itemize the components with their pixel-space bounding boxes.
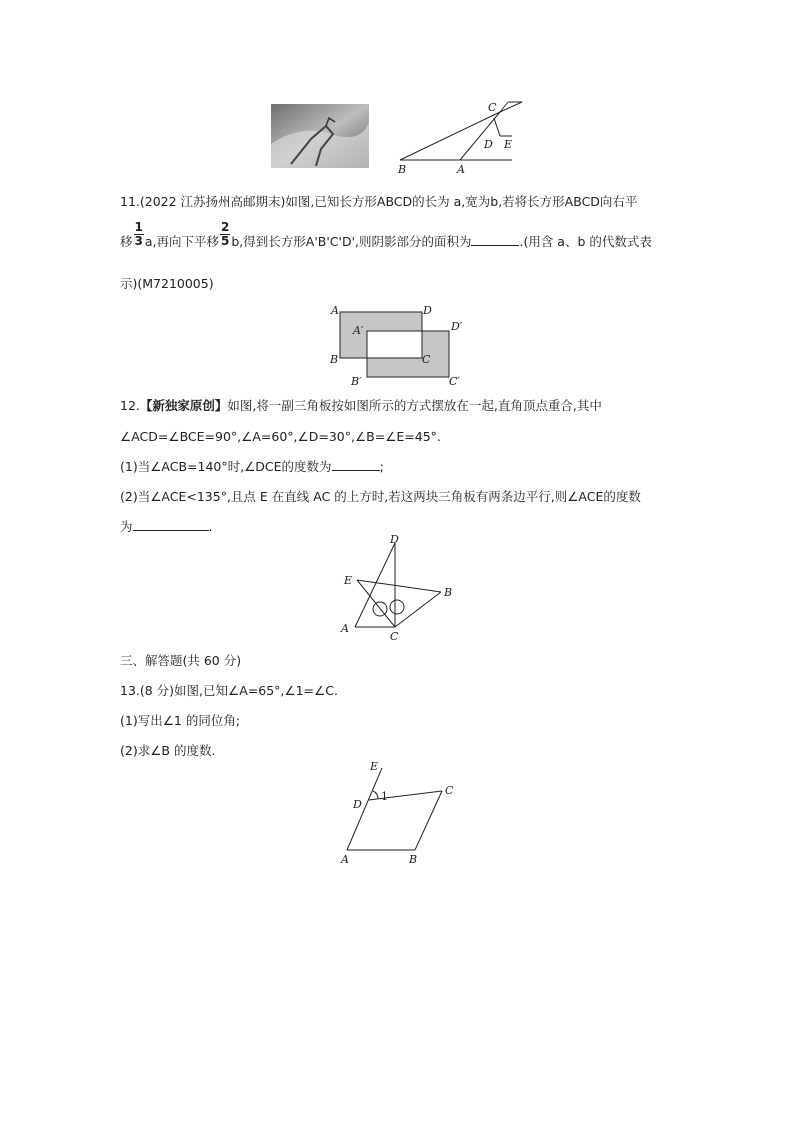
q12-answer-blank-2[interactable] <box>133 518 209 531</box>
q13-text-part1: (1)写出∠1 的同位角; <box>120 713 241 728</box>
q13-line1 <box>120 682 338 700</box>
q11-line1 <box>120 193 637 211</box>
label-C: C <box>488 101 497 114</box>
fraction-two-fifths: $\frac{2}{5}$ <box>221 220 230 248</box>
q12-answer-blank-1[interactable] <box>332 458 380 471</box>
label-B: B <box>398 163 407 176</box>
q11-text-line3: 示)(M7210005) <box>120 276 214 291</box>
label-B-prime: B′ <box>351 375 362 388</box>
label-D: D <box>423 304 432 317</box>
label-E: E <box>504 138 513 151</box>
q11-text-down: a,再向下平移 <box>144 234 220 249</box>
label-A: A <box>341 622 349 635</box>
label-C: C <box>422 353 431 366</box>
q11-text-line1: 11.(2022 江苏扬州高邮期末)如图,已知长方形ABCD的长为 a,宽为b,若将长方形ABCD向右平 <box>120 194 638 209</box>
figure-q11-rectangles <box>325 300 470 392</box>
label-D: D <box>353 798 362 811</box>
section-3-title <box>120 652 241 670</box>
label-C-prime: C′ <box>449 375 460 388</box>
label-E: E <box>370 760 379 773</box>
q12-number: 12. <box>120 398 140 413</box>
q13-text-line1: 13.(8 分)如图,已知∠A=65°,∠1=∠C. <box>120 683 338 698</box>
figure-top-geometry <box>390 96 525 178</box>
q12-line4 <box>120 488 641 506</box>
label-D: D <box>484 138 493 151</box>
label-B: B <box>444 586 453 599</box>
q12-text-line2: ∠ACD=∠BCE=90°,∠A=60°,∠D=30°,∠B=∠E=45°. <box>120 429 441 444</box>
q11-text-tail: .(用含 a、b 的代数式表 <box>519 234 652 249</box>
label-B: B <box>409 853 418 866</box>
mantis-photo <box>271 104 369 168</box>
q11-text-move: 移 <box>120 234 133 249</box>
q11-text-area: b,得到长方形A'B'C'D',则阴影部分的面积为 <box>231 234 472 249</box>
q13-text-part2: (2)求∠B 的度数. <box>120 743 216 758</box>
q12-text-part1-end: ; <box>379 459 384 474</box>
label-C: C <box>390 630 399 643</box>
q12-line5 <box>120 518 213 536</box>
label-C: C <box>445 784 454 797</box>
label-D-prime: D′ <box>451 320 463 333</box>
label-B: B <box>330 353 339 366</box>
label-E: E <box>344 574 353 587</box>
q13-line3 <box>120 742 215 760</box>
figure-q12-triangles <box>335 533 460 645</box>
figure-q13-quadrilateral <box>335 758 465 868</box>
q12-line2 <box>120 428 441 446</box>
section-3-title-text: 三、解答题(共 60 分) <box>120 653 242 668</box>
label-A: A <box>457 163 465 176</box>
q11-line2 <box>120 220 652 251</box>
q12-text-part2: (2)当∠ACE<135°,且点 E 在直线 AC 的上方时,若这两块三角板有两条边平行,则∠ACE的度数 <box>120 489 641 504</box>
fraction-one-third: $\frac{1}{3}$ <box>134 220 143 248</box>
label-D: D <box>390 533 399 546</box>
q12-text-part2-pre: 为 <box>120 519 133 534</box>
q11-line3 <box>120 275 214 293</box>
label-A-prime: A′ <box>353 324 364 337</box>
q12-line3 <box>120 458 384 476</box>
q12-tag: 【新独家原创】 <box>139 398 228 413</box>
q12-text-part1: (1)当∠ACB=140°时,∠DCE的度数为 <box>120 459 332 474</box>
q11-answer-blank[interactable] <box>471 233 519 246</box>
q12-line1 <box>120 397 602 415</box>
label-A: A <box>331 304 339 317</box>
q12-text-part2-end: . <box>208 519 213 534</box>
label-angle-1: 1 <box>381 790 388 803</box>
q13-line2 <box>120 712 240 730</box>
label-A: A <box>341 853 349 866</box>
q12-text-line1: 如图,将一副三角板按如图所示的方式摆放在一起,直角顶点重合,其中 <box>227 398 602 413</box>
